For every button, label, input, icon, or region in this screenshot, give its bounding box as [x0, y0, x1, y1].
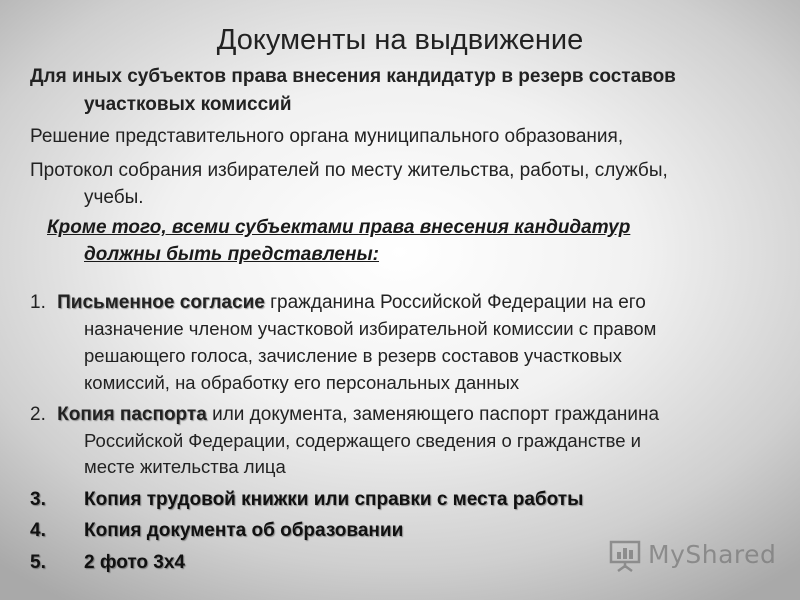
- list-item-1-number: 1.: [30, 292, 46, 313]
- list-item-1: [30, 292, 646, 314]
- list-item-2-line2: Российской Федерации, содержащего сведения о гражданстве и: [84, 430, 641, 451]
- watermark-text: MyShared: [648, 540, 777, 569]
- presentation-board-icon: [608, 538, 644, 574]
- list-item-4-number: 4.: [30, 520, 46, 541]
- intro-item-1: Решение представительного органа муниципального образования,: [30, 126, 624, 147]
- list-item-1-bold: Письменное согласие: [57, 292, 265, 313]
- list-item-2-rest: или документа, заменяющего паспорт гражданина: [206, 404, 660, 425]
- list-item-2-number: 2.: [30, 404, 46, 425]
- intro-item-2-line1: Протокол собрания избирателей по месту жительства, работы, службы,: [30, 160, 668, 181]
- emphasis-line1: Кроме того, всеми субъектами права внесения кандидатур: [47, 217, 631, 238]
- intro-heading-line1: Для иных субъектов права внесения кандидатур в резерв составов: [30, 66, 676, 87]
- list-item-5-text: 2 фото 3х4: [84, 552, 185, 573]
- intro-item-2-line2: учебы.: [84, 187, 144, 208]
- list-item-2-line3: месте жительства лица: [84, 456, 286, 477]
- list-item-3-text: Копия трудовой книжки или справки с места работы: [84, 489, 584, 510]
- list-item-1-line2: назначение членом участковой избирательной комиссии с правом: [84, 318, 657, 339]
- list-item-4-text: Копия документа об образовании: [84, 520, 404, 541]
- intro-heading-line2: участковых комиссий: [84, 94, 292, 115]
- list-item-3-number: 3.: [30, 489, 46, 510]
- list-item-2: [30, 404, 659, 426]
- list-item-5-number: 5.: [30, 552, 46, 573]
- watermark: [608, 536, 778, 576]
- slide-title: Документы на выдвижение: [216, 24, 584, 56]
- list-item-1-line3: решающего голоса, зачисление в резерв составов участковых: [84, 345, 622, 366]
- emphasis-line2: должны быть представлены:: [84, 244, 380, 265]
- list-item-1-rest: гражданина Российской Федерации на его: [264, 292, 646, 313]
- list-item-2-bold: Копия паспорта: [57, 404, 207, 425]
- list-item-1-line4: комиссий, на обработку его персональных данных: [84, 372, 520, 393]
